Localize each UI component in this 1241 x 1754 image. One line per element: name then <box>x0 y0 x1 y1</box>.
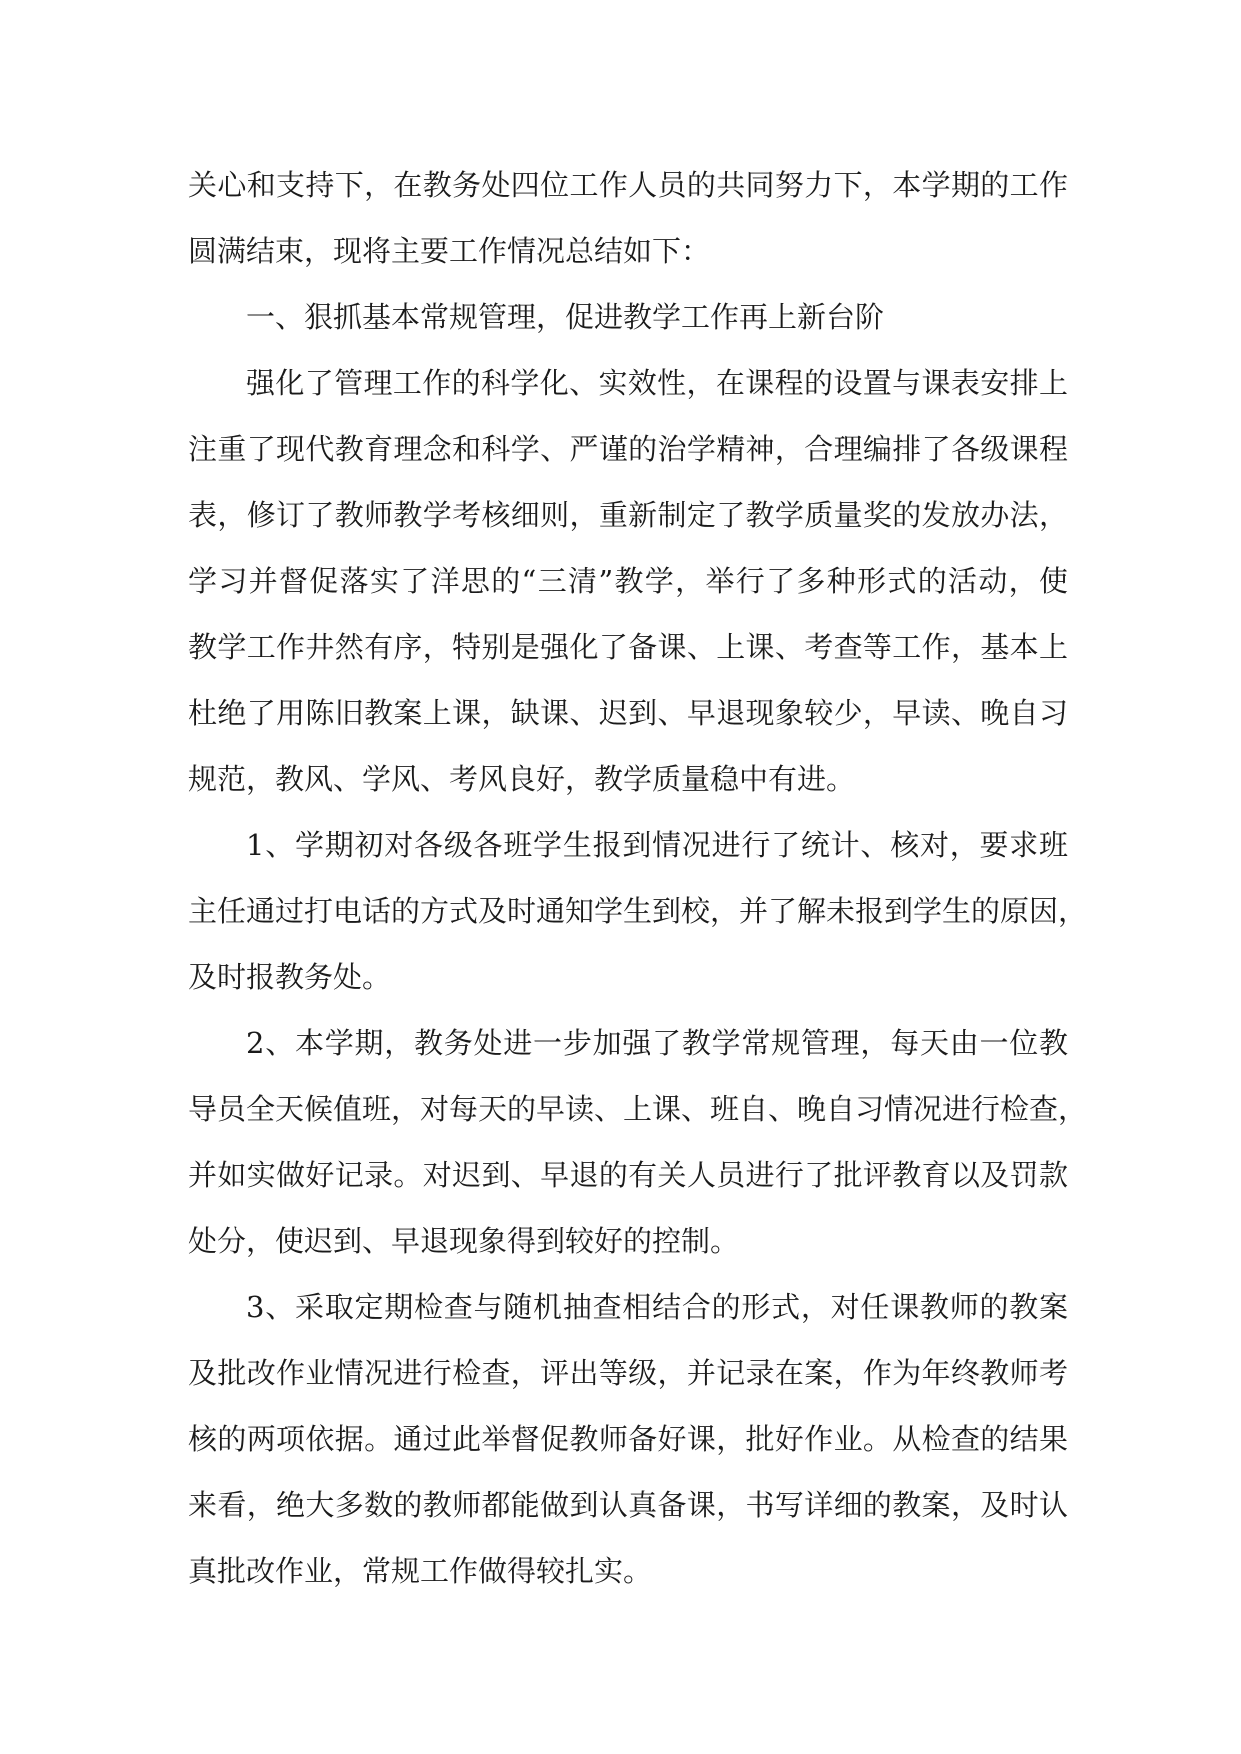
text-line: 主任通过打电话的方式及时通知学生到校，并了解未报到学生的原因， <box>188 894 1088 928</box>
text-line: 杜绝了用陈旧教案上课，缺课、迟到、早退现象较少，早读、晚自习 <box>188 696 1068 730</box>
text-line: 并如实做好记录。对迟到、早退的有关人员进行了批评教育以及罚款 <box>188 1158 1068 1192</box>
text-line: 导员全天候值班，对每天的早读、上课、班自、晚自习情况进行检查， <box>188 1092 1088 1126</box>
document-body <box>188 152 1088 1604</box>
text-line: 强化了管理工作的科学化、实效性，在课程的设置与课表安排上 <box>246 366 1068 400</box>
text-line: 规范，教风、学风、考风良好，教学质量稳中有进。 <box>188 762 856 796</box>
text-line: 核的两项依据。通过此举督促教师备好课，批好作业。从检查的结果 <box>188 1422 1068 1456</box>
text-line: 2、本学期，教务处进一步加强了教学常规管理，每天由一位教 <box>246 1026 1068 1060</box>
text-line: 注重了现代教育理念和科学、严谨的治学精神，合理编排了各级课程 <box>188 432 1068 466</box>
text-line: 1、学期初对各级各班学生报到情况进行了统计、核对，要求班 <box>246 828 1068 862</box>
text-line: 及时报教务处。 <box>188 960 392 994</box>
text-line: 来看，绝大多数的教师都能做到认真备课，书写详细的教案，及时认 <box>188 1488 1068 1522</box>
text-line: 关心和支持下，在教务处四位工作人员的共同努力下，本学期的工作 <box>188 168 1068 202</box>
section-heading: 一、狠抓基本常规管理，促进教学工作再上新台阶 <box>246 300 885 334</box>
text-line: 真批改作业，常规工作做得较扎实。 <box>188 1554 653 1588</box>
text-line: 圆满结束，现将主要工作情况总结如下： <box>188 234 711 268</box>
text-line: 及批改作业情况进行检查，评出等级，并记录在案，作为年终教师考 <box>188 1356 1068 1390</box>
text-line: 教学工作井然有序，特别是强化了备课、上课、考查等工作，基本上 <box>188 630 1068 664</box>
text-line: 3、采取定期检查与随机抽查相结合的形式，对任课教师的教案 <box>246 1290 1068 1324</box>
text-line: 学习并督促落实了洋思的“三清”教学，举行了多种形式的活动，使 <box>188 564 1068 598</box>
text-line: 处分，使迟到、早退现象得到较好的控制。 <box>188 1224 740 1258</box>
text-line: 表，修订了教师教学考核细则，重新制定了教学质量奖的发放办法， <box>188 498 1068 532</box>
